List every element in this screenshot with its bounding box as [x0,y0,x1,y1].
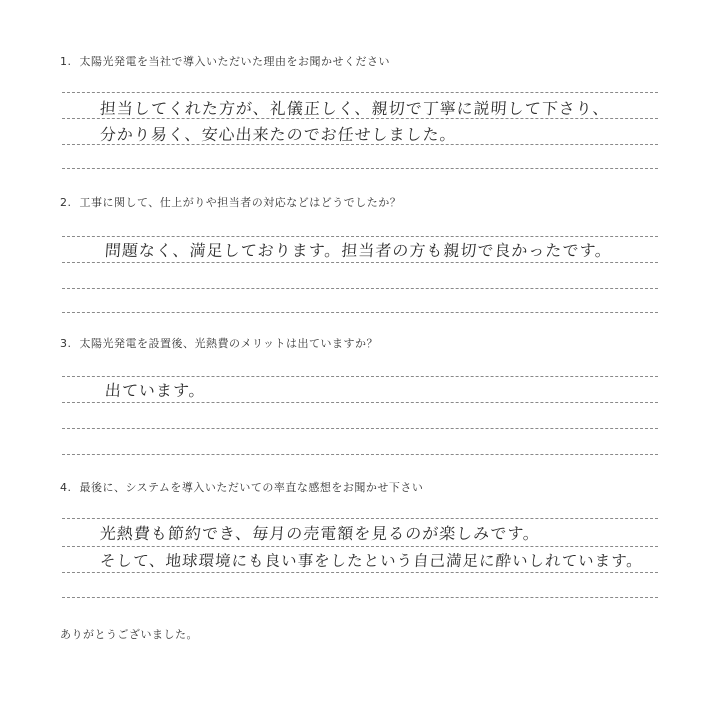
handwritten-answer-line: 問題なく、満足しております。担当者の方も親切で良かったです。 [104,241,613,260]
answer-line [62,312,658,313]
answer-line [62,518,658,519]
question-3 [60,335,378,351]
handwritten-answer-line: 出ています。 [104,381,207,400]
answer-line [62,546,658,547]
answer-line [62,402,658,403]
answer-line [62,597,658,598]
question-text: 太陽光発電を設置後、光熱費のメリットは出ていますか？ [79,337,379,350]
question-number: 3. [60,337,72,350]
question-4 [60,479,423,495]
question-text: 工事に関して、仕上がりや担当者の対応などはどうでしたか？ [79,196,402,209]
answer-line [62,262,658,263]
closing-message: ありがとうございました。 [60,628,198,641]
answer-line [62,572,658,573]
answer-line [62,144,658,145]
question-text: 最後に、システムを導入いただいての率直な感想をお聞かせ下さい [79,481,424,494]
handwritten-answer-line: 分かり易く、安心出来たのでお任せしました。 [99,125,458,144]
question-number: 2. [60,196,72,209]
question-1 [60,53,390,69]
handwritten-answer-line: 担当してくれた方が、礼儀正しく、親切で丁寧に説明して下さり、 [99,99,611,118]
question-text: 太陽光発電を当社で導入いただいた理由をお聞かせください [79,55,390,68]
question-2 [60,194,401,210]
answer-line [62,428,658,429]
answer-line [62,376,658,377]
answer-line [62,236,658,237]
handwritten-answer-line: 光熱費も節約でき、毎月の売電額を見るのが楽しみです。 [99,524,541,543]
answer-line [62,454,658,455]
question-number: 4. [60,481,72,494]
question-number: 1. [60,55,72,68]
answer-line [62,92,658,93]
answer-line [62,118,658,119]
answer-line [62,168,658,169]
handwritten-answer-line: そして、地球環境にも良い事をしたという自己満足に酔いしれています。 [99,552,644,570]
answer-line [62,288,658,289]
